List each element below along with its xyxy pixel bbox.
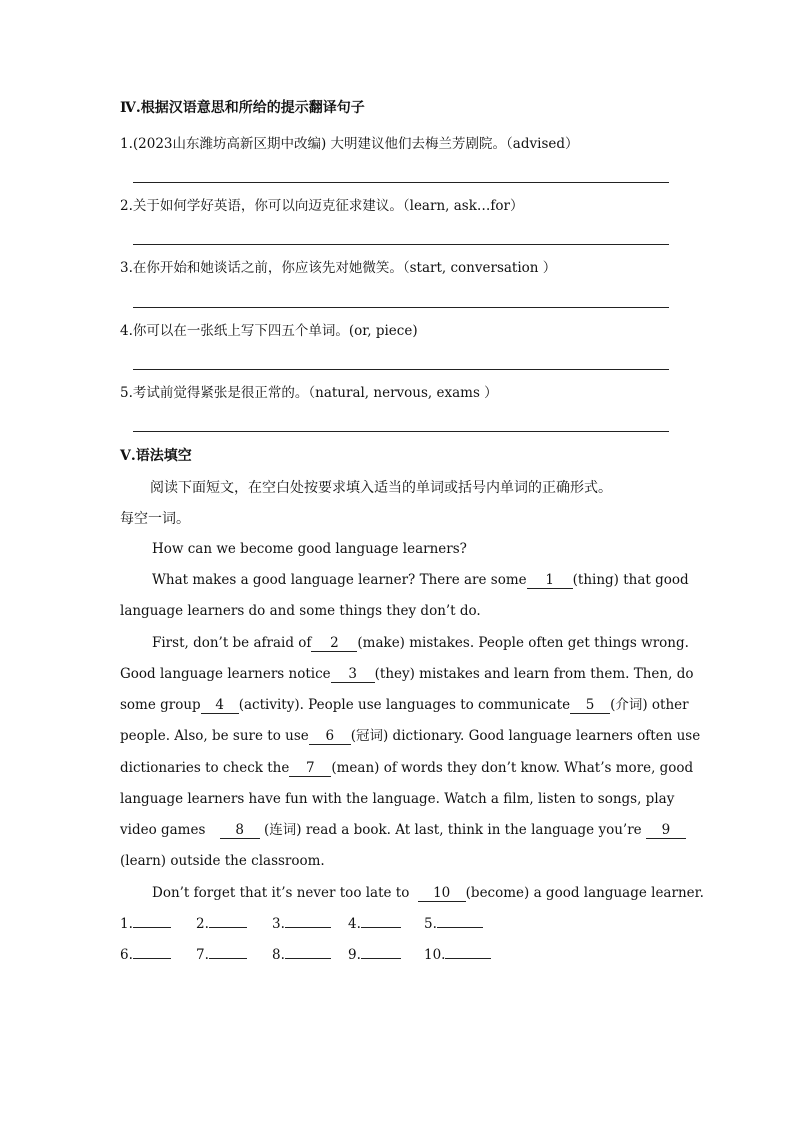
blank-7[interactable]: 7 xyxy=(289,760,331,777)
answer-slot-9[interactable]: 9. xyxy=(348,946,401,963)
answer-slot-7[interactable]: 7. xyxy=(196,946,247,963)
section-4-title: Ⅳ.根据汉语意思和所给的提示翻译句子 xyxy=(120,100,365,116)
passage-text: people. Also, be sure to use xyxy=(120,728,309,744)
answer-slot-3[interactable]: 3. xyxy=(272,915,331,932)
blank-10[interactable]: 10 xyxy=(418,885,466,902)
answer-slot-6[interactable]: 6. xyxy=(120,946,171,963)
question-4: 4.你可以在一张纸上写下四五个单词。(or, piece) xyxy=(120,323,418,339)
answer-slot-8[interactable]: 8. xyxy=(272,946,331,963)
passage-title: How can we become good language learners? xyxy=(152,541,467,557)
passage-text: (mean) of words they don’t know. What’s more, good xyxy=(331,760,694,776)
blank-4[interactable]: 4 xyxy=(201,697,239,714)
passage-line: language learners have fun with the language. Watch a film, listen to songs, play xyxy=(120,791,675,807)
passage-text: What makes a good language learner? There are some xyxy=(152,572,527,588)
question-2: 2.关于如何学好英语，你可以向迈克征求建议。（learn, ask…for） xyxy=(120,198,524,214)
passage-text: (冠词) dictionary. Good language learners often use xyxy=(350,728,701,744)
passage-text: First, don’t be afraid of xyxy=(152,635,312,651)
section-5-title: Ⅴ.语法填空 xyxy=(120,448,192,464)
passage-text: (连词) read a book. At last, think in the language you’re xyxy=(264,822,642,838)
blank-1[interactable]: 1 xyxy=(527,572,573,589)
blank-8[interactable]: 8 xyxy=(220,822,260,839)
answer-line-1[interactable] xyxy=(133,182,669,183)
answer-slot-2[interactable]: 2. xyxy=(196,915,247,932)
answer-slot-4[interactable]: 4. xyxy=(348,915,401,932)
answer-slot-5[interactable]: 5. xyxy=(424,915,483,932)
passage-text: some group xyxy=(120,697,201,713)
question-3: 3.在你开始和她谈话之前，你应该先对她微笑。（start, conversation ） xyxy=(120,260,557,276)
passage-text: (become) a good language learner. xyxy=(465,885,704,901)
blank-2[interactable]: 2 xyxy=(311,635,357,652)
blank-3[interactable]: 3 xyxy=(331,666,375,683)
passage-line: language learners do and some things they don’t do. xyxy=(120,603,481,619)
passage-text: (they) mistakes and learn from them. Then, do xyxy=(374,666,694,682)
blank-5[interactable]: 5 xyxy=(570,697,610,714)
passage-text: Don’t forget that it’s never too late to xyxy=(152,885,410,901)
passage-text: Good language learners notice xyxy=(120,666,331,682)
blank-6[interactable]: 6 xyxy=(309,728,351,745)
answer-line-4[interactable] xyxy=(133,369,669,370)
passage-line: (learn) outside the classroom. xyxy=(120,853,325,869)
passage-text: video games xyxy=(120,822,206,838)
passage-line xyxy=(120,820,671,840)
passage-text: (activity). People use languages to communicate xyxy=(238,697,571,713)
passage-text: (thing) that good xyxy=(572,572,689,588)
passage-line xyxy=(152,570,689,590)
instruction-line-2: 每空一词。 xyxy=(120,511,190,527)
question-1: 1.(2023山东潍坊高新区期中改编) 大明建议他们去梅兰芳剧院。（advised） xyxy=(120,136,579,152)
passage-text: dictionaries to check the xyxy=(120,760,290,776)
passage-line xyxy=(120,664,694,684)
passage-line xyxy=(152,633,689,653)
passage-line xyxy=(120,758,694,778)
instruction-line-1: 阅读下面短文，在空白处按要求填入适当的单词或括号内单词的正确形式。 xyxy=(150,480,612,496)
blank-9[interactable]: 9 xyxy=(646,822,686,839)
answer-slot-10[interactable]: 10. xyxy=(424,946,491,963)
answer-line-5[interactable] xyxy=(133,431,669,432)
passage-text: (make) mistakes. People often get things wrong. xyxy=(357,635,689,651)
answer-slot-1[interactable]: 1. xyxy=(120,915,171,932)
passage-text: (介词) other xyxy=(610,697,689,713)
question-5: 5.考试前觉得紧张是很正常的。（natural, nervous, exams ） xyxy=(120,385,498,401)
answer-line-3[interactable] xyxy=(133,307,669,308)
passage-line xyxy=(120,726,701,746)
answer-line-2[interactable] xyxy=(133,244,669,245)
passage-line xyxy=(152,883,704,903)
passage-line xyxy=(120,695,689,715)
